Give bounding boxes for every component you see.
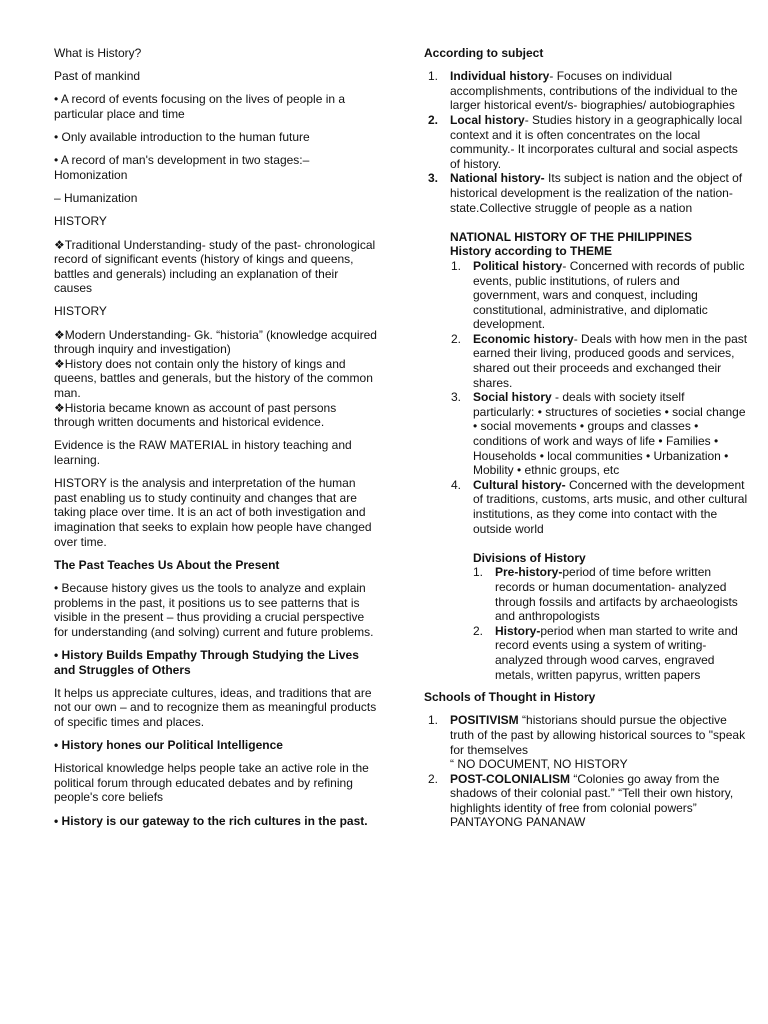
list-text: period when man started to write and record events using a system of writing- analyzed through wood carves, engraved metals, written papyrus, written papers bbox=[495, 623, 738, 682]
divisions-list bbox=[473, 565, 749, 682]
list-item bbox=[428, 713, 749, 772]
list-term: POSITIVISM bbox=[450, 713, 519, 728]
paragraph: Historical knowledge helps people take an active role in the political forum through educated debates and by refining people's core beliefs bbox=[54, 761, 369, 805]
paragraph: – Humanization bbox=[54, 191, 138, 206]
list-number: 2. bbox=[428, 771, 439, 786]
list-item bbox=[451, 390, 749, 478]
paragraph: Past of mankind bbox=[54, 69, 141, 84]
paragraph: • Because history gives us the tools to analyze and explain problems in the past, it positions us to see patterns that is visible in the present – thus providing a crucial perspective for understanding (and solving) current and future problems. bbox=[54, 580, 374, 639]
section-heading: • History is our gateway to the rich cultures in the past. bbox=[54, 813, 368, 828]
list-item bbox=[428, 69, 749, 113]
list-text: “historians should pursue the objective truth of the past by allowing historical sources to "speak for themselves bbox=[450, 713, 746, 757]
subject-list bbox=[428, 69, 749, 215]
paragraph: • A record of events focusing on the lives of people in a particular place and time bbox=[54, 92, 346, 121]
list-number: 4. bbox=[451, 477, 462, 492]
schools-list bbox=[428, 713, 749, 830]
list-item bbox=[451, 258, 749, 332]
list-term: History- bbox=[495, 623, 541, 638]
list-number: 2. bbox=[451, 331, 462, 346]
list-number: 3. bbox=[428, 171, 439, 186]
list-term: Political history bbox=[473, 258, 563, 273]
paragraph: • A record of man's development in two stages:– Homonization bbox=[54, 153, 310, 182]
heading-what-is-history: What is History? bbox=[54, 46, 142, 60]
paragraph: ❖Historia became known as account of past persons through written documents and historical evidence. bbox=[54, 400, 337, 430]
list-item bbox=[428, 771, 749, 830]
paragraph: It helps us appreciate cultures, ideas, and traditions that are not our own – and to recognize them as meaningful products of specific times and places. bbox=[54, 685, 377, 729]
right-column bbox=[424, 46, 749, 830]
paragraph: • Only available introduction to the human future bbox=[54, 130, 310, 145]
list-term: Social history bbox=[473, 390, 552, 405]
list-number: 1. bbox=[473, 565, 484, 580]
list-item bbox=[473, 565, 749, 624]
section-heading: Schools of Thought in History bbox=[424, 690, 596, 705]
section-heading: History according to THEME bbox=[450, 244, 613, 259]
paragraph: Evidence is the RAW MATERIAL in history teaching and learning. bbox=[54, 438, 352, 467]
list-text: period of time before written records or human documentation- analyzed through fossils and artifacts by archaeologists and anthropologists bbox=[495, 565, 738, 624]
list-text: - deals with society itself particularly: • structures of societies • social change • social movements • groups and classes • conditions of work and ways of life • Families • Households • local communities • Urbanization • Mobility • ethnic groups, etc bbox=[473, 390, 746, 478]
list-term: POST-COLONIALISM bbox=[450, 771, 570, 786]
paragraph: HISTORY bbox=[54, 304, 107, 319]
list-text: - Studies history in a geographically local context and it is often concentrates on the local community.- It incorporates cultural and social aspects of history. bbox=[450, 112, 743, 171]
spacer bbox=[424, 536, 749, 551]
section-heading: The Past Teaches Us About the Present bbox=[54, 557, 280, 572]
list-text: - Deals with how men in the past earned their living, produced goods and services, shared out their proceeds and exchanged their shares. bbox=[473, 331, 748, 390]
spacer bbox=[424, 215, 749, 230]
section-heading: According to subject bbox=[424, 46, 544, 60]
left-column bbox=[54, 46, 379, 837]
section-heading: • History Builds Empathy Through Studying the Lives and Struggles of Others bbox=[54, 647, 359, 677]
list-item bbox=[473, 623, 749, 682]
list-term: Pre-history- bbox=[495, 565, 563, 580]
list-term: Local history bbox=[450, 112, 525, 127]
list-number: 2. bbox=[428, 112, 439, 127]
list-text: “Colonies go away from the shadows of their colonial past.” “Tell their own history, highlights identity of free from colonial powers” PANTAYONG PANANAW bbox=[450, 771, 734, 830]
paragraph: ❖Modern Understanding- Gk. “historia” (knowledge acquired through inquiry and investigation) bbox=[54, 327, 377, 357]
list-term: Economic history bbox=[473, 331, 574, 346]
section-heading: Divisions of History bbox=[473, 550, 586, 565]
list-number: 1. bbox=[451, 258, 462, 273]
list-term: Individual history bbox=[450, 69, 550, 84]
list-number: 1. bbox=[428, 713, 439, 728]
list-number: 1. bbox=[428, 69, 439, 84]
section-heading: NATIONAL HISTORY OF THE PHILIPPINES bbox=[450, 229, 693, 244]
paragraph: ❖History does not contain only the history of kings and queens, battles and generals, but the history of the common man. bbox=[54, 356, 373, 401]
list-term: National history- bbox=[450, 171, 545, 186]
modern-understanding-block bbox=[54, 328, 379, 430]
section-heading: • History hones our Political Intelligence bbox=[54, 738, 283, 753]
list-text: - Concerned with records of public events, public institutions, of rulers and government, wars and conquest, including constitutional, administrative, and diplomatic development. bbox=[473, 258, 745, 332]
spacer bbox=[424, 682, 749, 690]
paragraph: HISTORY is the analysis and interpretation of the human past enabling us to study continuity and changes that are taking place over time. It is an act of both investigation and imagination that seeks to explain how people have changed over time. bbox=[54, 476, 372, 549]
list-text: Concerned with the development of traditions, customs, arts music, and other cultural institutions, as they come into contact with the outside world bbox=[473, 477, 748, 536]
list-text: “ NO DOCUMENT, NO HISTORY bbox=[450, 757, 628, 772]
list-item bbox=[428, 112, 749, 171]
theme-list bbox=[451, 258, 749, 536]
list-item bbox=[428, 171, 749, 215]
paragraph: HISTORY bbox=[54, 214, 107, 229]
paragraph: ❖Traditional Understanding- study of the past- chronological record of significant events (history of kings and queens, battles and generals) including an explanation of their causes bbox=[54, 237, 376, 296]
list-text: Its subject is nation and the object of historical development is the realization of the nation-state.Collective struggle of people as a nation bbox=[450, 171, 743, 215]
list-term: Cultural history- bbox=[473, 477, 566, 492]
list-text: - Focuses on individual accomplishments, contributions of the individual to the larger historical event/s- biographies/ autobiographies bbox=[450, 69, 738, 113]
list-number: 2. bbox=[473, 623, 484, 638]
list-item bbox=[451, 331, 749, 390]
list-number: 3. bbox=[451, 390, 462, 405]
list-item bbox=[451, 477, 749, 536]
